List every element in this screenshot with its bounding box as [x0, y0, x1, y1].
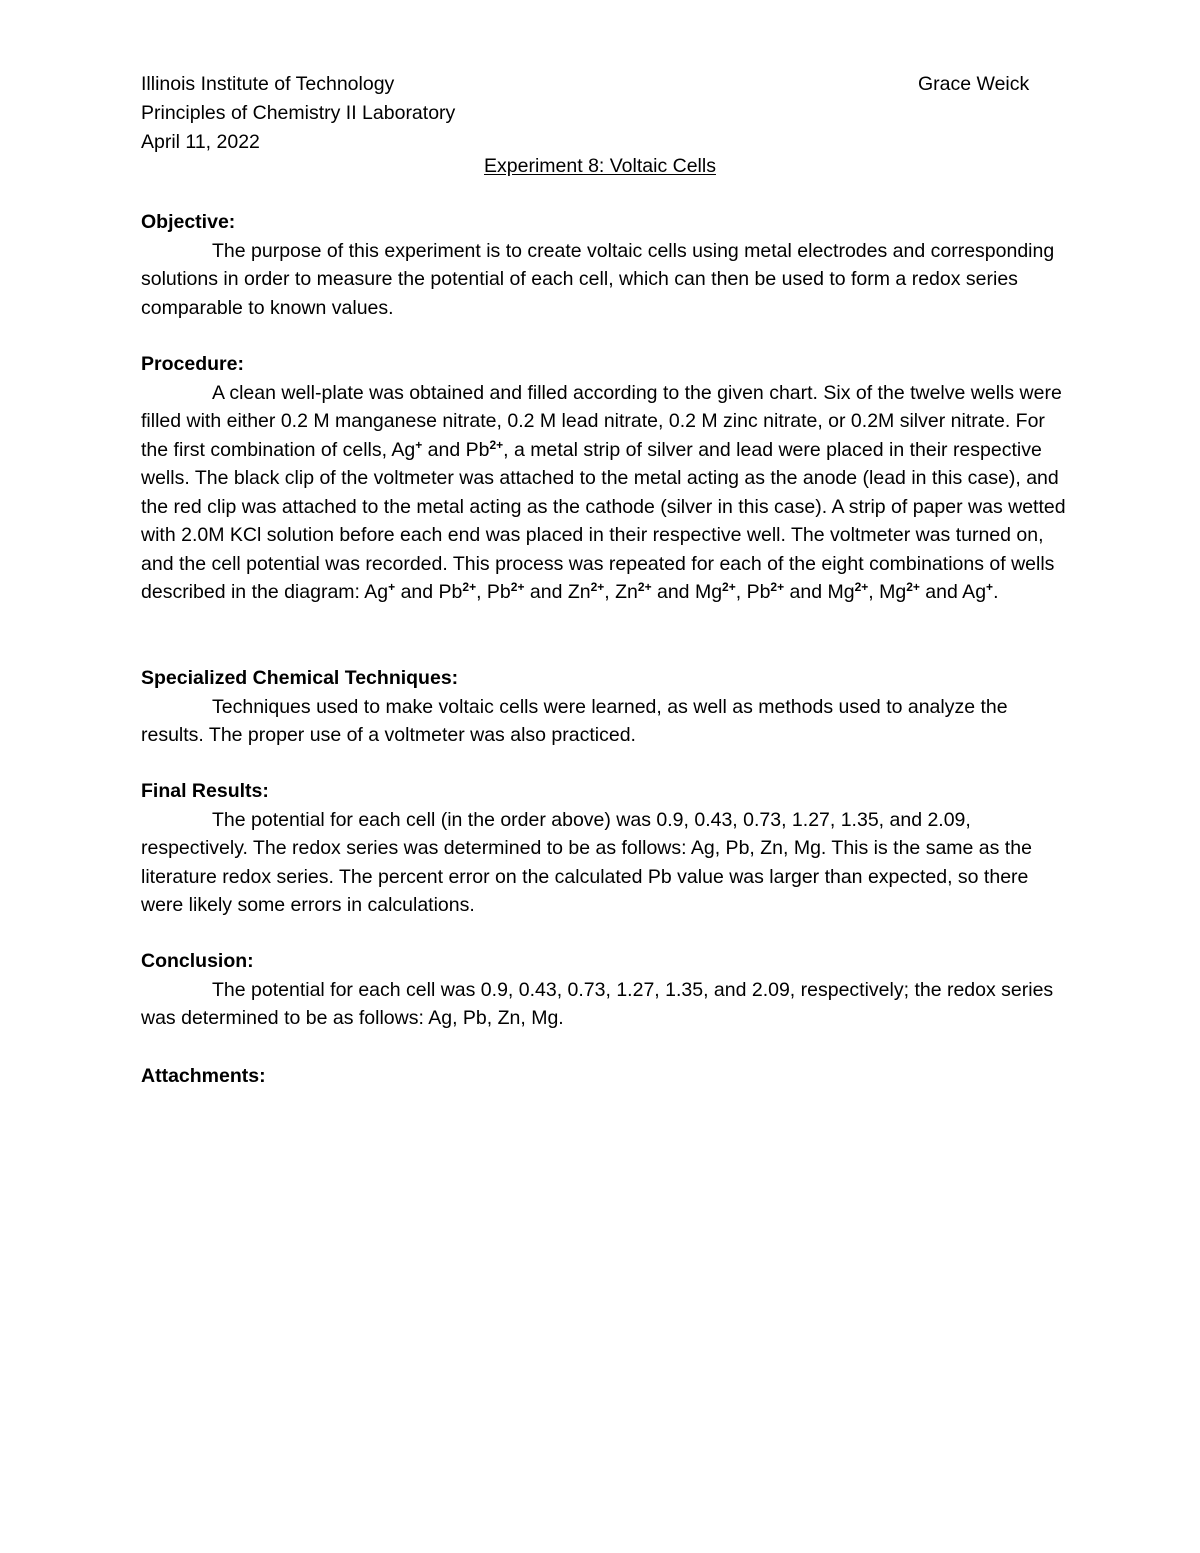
- attachments-heading: Attachments:: [141, 1065, 266, 1087]
- institution-name: Illinois Institute of Technology: [141, 73, 395, 95]
- charge-superscript: 2+: [637, 580, 652, 594]
- charge-superscript: 2+: [770, 580, 785, 594]
- procedure-text-part: , Pb: [476, 581, 511, 603]
- objective-text: The purpose of this experiment is to create voltaic cells using metal electrodes and corresponding solutions in order to measure the potential of each cell, which can then be used to form a redox series comparable to known values.: [141, 239, 1055, 319]
- charge-superscript: +: [388, 580, 396, 594]
- procedure-text-part: and Pb: [422, 438, 490, 461]
- conclusion-text: The potential for each cell was 0.9, 0.43, 0.73, 1.27, 1.35, and 2.09, respectively; the redox series was determined to be as follows: Ag, Pb, Zn, Mg.: [141, 978, 1054, 1029]
- procedure-text-part: , Zn: [604, 581, 638, 603]
- procedure-text: [141, 379, 1066, 607]
- document-title: Experiment 8: Voltaic Cells: [484, 155, 716, 177]
- procedure-text-part: , Pb: [735, 581, 771, 603]
- procedure-text-part: .: [993, 581, 999, 603]
- objective-section: [141, 208, 1066, 322]
- charge-superscript: 2+: [906, 580, 920, 594]
- procedure-heading: Procedure:: [141, 353, 244, 375]
- charge-superscript: 2+: [854, 580, 869, 594]
- procedure-text-part: , Mg: [868, 581, 907, 603]
- charge-superscript: 2+: [722, 580, 736, 594]
- conclusion-heading: Conclusion:: [141, 950, 254, 972]
- charge-superscript: 2+: [489, 437, 504, 452]
- course-name: Principles of Chemistry II Laboratory: [141, 102, 456, 124]
- procedure-text-part: and Zn: [524, 581, 591, 603]
- charge-superscript: +: [415, 437, 423, 452]
- author-name: Grace Weick: [918, 73, 1030, 95]
- charge-superscript: +: [986, 580, 994, 594]
- attachments-section: [141, 1062, 1066, 1091]
- results-heading: Final Results:: [141, 780, 269, 802]
- results-text: The potential for each cell (in the order above) was 0.9, 0.43, 0.73, 1.27, 1.35, and 2.09, respectively. The redox series was determined to be as follows: Ag, Pb, Zn, Mg. This is the same as the literature redox series. The percent error on the calculated Pb value was larger than expected, so there were likely some errors in calculations.: [141, 808, 1032, 916]
- objective-heading: Objective:: [141, 211, 236, 233]
- techniques-text: Techniques used to make voltaic cells were learned, as well as methods used to analyze the results. The proper use of a voltmeter was also practiced.: [141, 695, 1008, 746]
- charge-superscript: 2+: [462, 580, 477, 594]
- report-date: April 11, 2022: [141, 131, 260, 153]
- conclusion-section: [141, 947, 1066, 1033]
- techniques-section: [141, 664, 1066, 750]
- procedure-text-part: and Ag: [919, 581, 987, 603]
- document-title-wrapper: [0, 152, 1200, 181]
- procedure-text-part: and Pb: [395, 581, 463, 603]
- charge-superscript: 2+: [510, 580, 525, 594]
- techniques-heading: Specialized Chemical Techniques:: [141, 667, 459, 689]
- procedure-text-part: and Mg: [651, 581, 723, 603]
- procedure-section: [141, 350, 1066, 607]
- procedure-text-part: A clean well-plate was obtained and filled according to the given chart. Six of the twelve wells were filled with either 0.2 M manganese nitrate, 0.2 M lead nitrate, 0.2 M zinc nitrate, or 0.2M silver nitrate. For the first combination of cells, Ag: [141, 381, 1062, 461]
- results-section: [141, 777, 1066, 920]
- charge-superscript: 2+: [590, 580, 605, 594]
- procedure-text-part: , a metal strip of silver and lead were placed in their respective wells. The black clip of the voltmeter was attached to the metal acting as the anode (lead in this case), and the red clip was attached to the metal acting as the cathode (silver in this case). A strip of paper was wetted with 2.0M KCl solution before each end was placed in their respective well. The voltmeter was turned on, and the cell potential was recorded. This process was repeated for each of the eight combinations of wells described in the diagram: Ag: [141, 438, 1066, 603]
- procedure-text-part: and Mg: [784, 581, 855, 603]
